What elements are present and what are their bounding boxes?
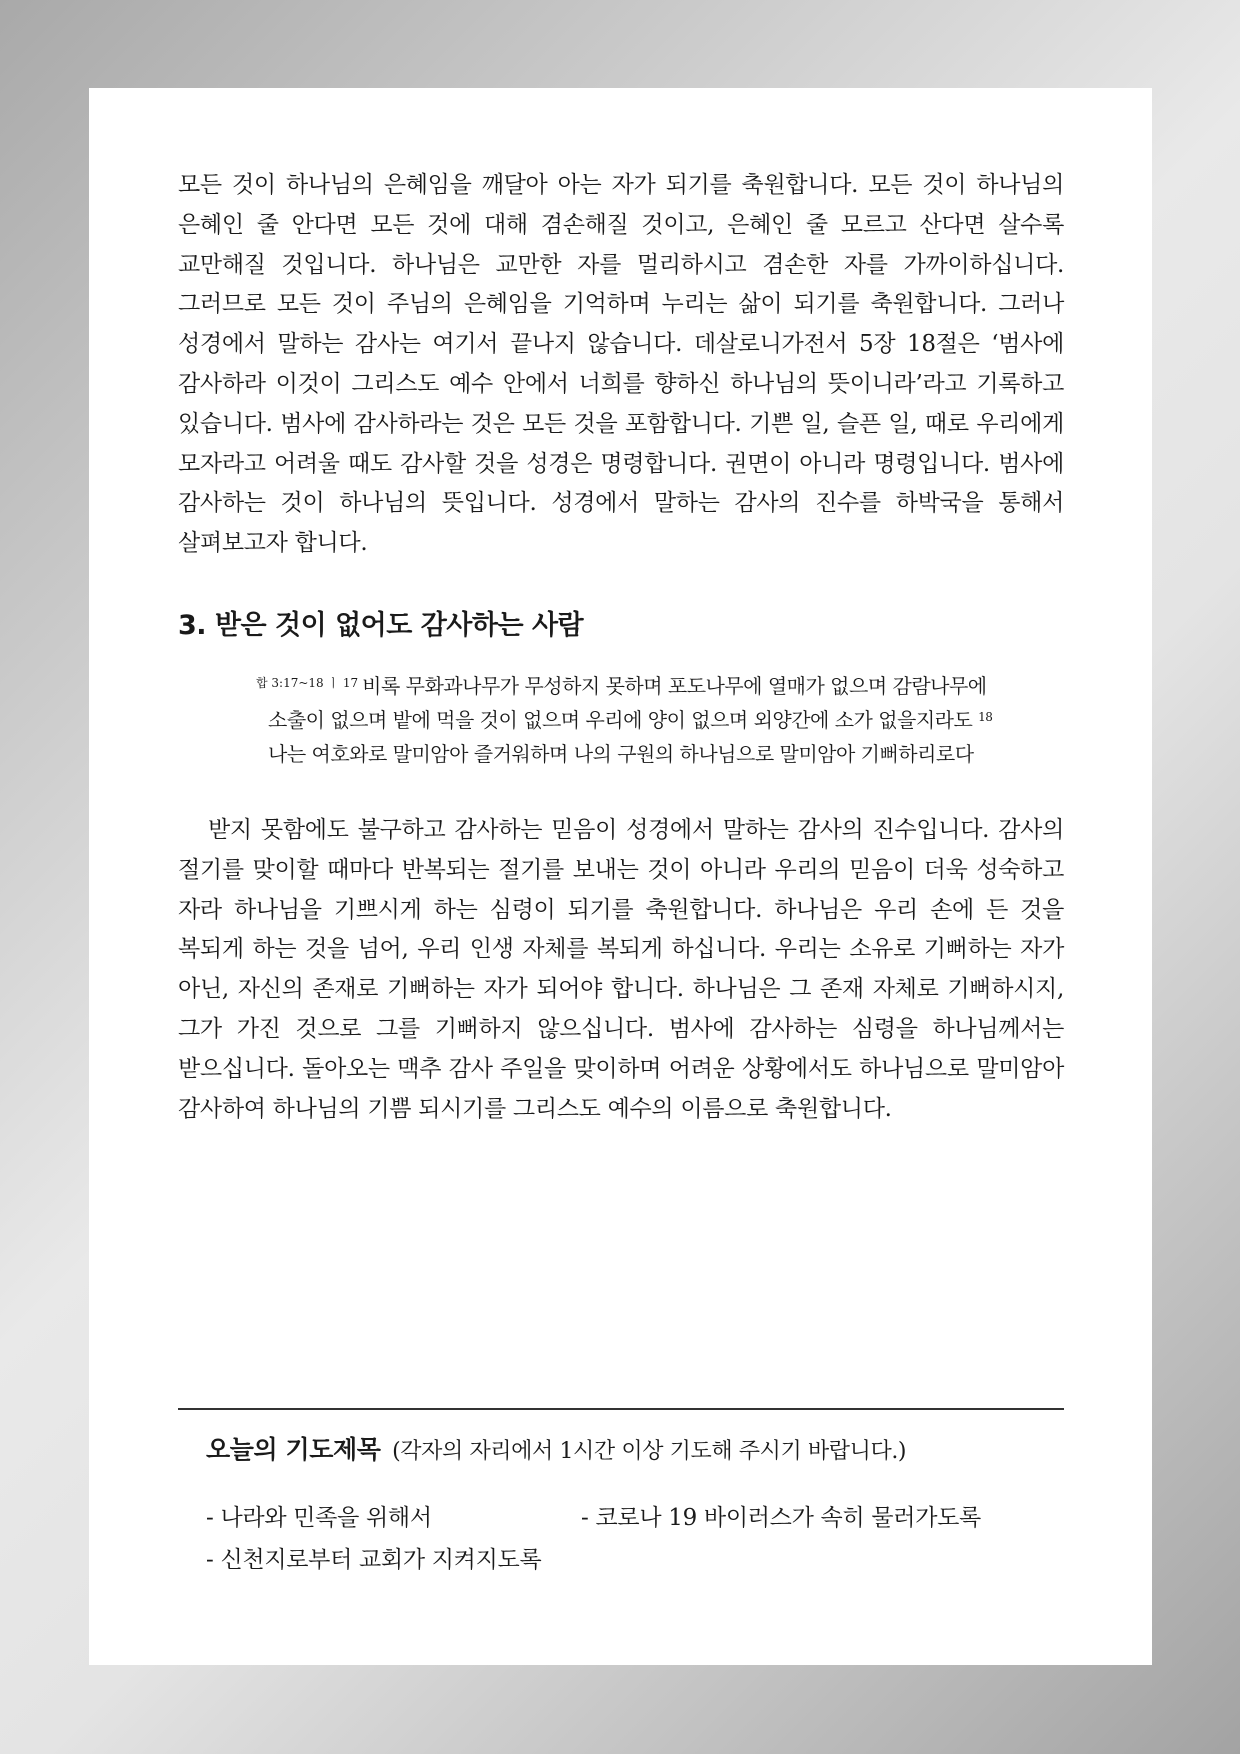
prayer-title-label: 오늘의 기도제목 (206, 1435, 381, 1464)
prayer-item: - 코로나 19 바이러스가 속히 물러가도록 (581, 1505, 981, 1531)
document-page (89, 88, 1152, 1665)
scripture-verse-17: 비록 무화과나무가 무성하지 못하며 포도나무에 열매가 없으며 감람나무에 소출이 없으며 밭에 먹을 것이 없으며 우리에 양이 없으며 외양간에 소가 없을지라도 (268, 673, 987, 732)
scripture-reference: 합 3:17~18 ㅣ 17 (256, 675, 359, 690)
prayer-list (206, 1498, 1064, 1580)
scripture-quote (256, 666, 998, 771)
prayer-section (178, 1408, 1064, 1580)
verse-18-number: 18 (978, 709, 993, 724)
prayer-item: - 나라와 민족을 위해서 (206, 1505, 432, 1531)
main-content (178, 166, 1064, 1129)
closing-paragraph: 받지 못함에도 불구하고 감사하는 믿음이 성경에서 말하는 감사의 진수입니다. 감사의 절기를 맞이할 때마다 반복되는 절기를 보내는 것이 아니라 우리의 믿음이 더욱 성숙하고 자라 하나님을 기쁘시게 하는 심령이 되기를 축원합니다. 하나님은 우리 손에 든 것을 복되게 하는 것을 넘어, 우리 인생 자체를 복되게 하십니다. 우리는 소유로 기뻐하는 자가 아닌, 자신의 존재로 기뻐하는 자가 되어야 합니다. 하나님은 그 존재 자체로 기뻐하시지, 그가 가진 것으로 그를 기뻐하지 않으십니다. 범사에 감사하는 심령을 하나님께서는 받으십니다. 돌아오는 맥추 감사 주일을 맞이하며 어려운 상황에서도 하나님으로 말미암아 감사하여 하나님의 기쁨 되시기를 그리스도 예수의 이름으로 축원합니다. (178, 816, 1064, 1122)
intro-paragraph: 모든 것이 하나님의 은혜임을 깨달아 아는 자가 되기를 축원합니다. 모든 것이 하나님의 은혜인 줄 안다면 모든 것에 대해 겸손해질 것이고, 은혜인 줄 모르고 산다면 살수록 교만해질 것입니다. 하나님은 교만한 자를 멀리하시고 겸손한 자를 가까이하십니다. 그러므로 모든 것이 주님의 은혜임을 기억하며 누리는 삶이 되기를 축원합니다. 그러나 성경에서 말하는 감사는 여기서 끝나지 않습니다. 데살로니가전서 5장 18절은 ‘범사에 감사하라 이것이 그리스도 예수 안에서 너희를 향하신 하나님의 뜻이니라’라고 기록하고 있습니다. 범사에 감사하라는 것은 모든 것을 포함합니다. 기쁜 일, 슬픈 일, 때로 우리에게 모자라고 어려울 때도 감사할 것을 성경은 명령합니다. 권면이 아니라 명령입니다. 범사에 감사하는 것이 하나님의 뜻입니다. 성경에서 말하는 감사의 진수를 하박국을 통해서 살펴보고자 합니다. (178, 172, 1064, 557)
prayer-title-note: (각자의 자리에서 1시간 이상 기도해 주시기 바랍니다.) (392, 1439, 907, 1464)
prayer-item: - 신천지로부터 교회가 지켜지도록 (206, 1547, 542, 1573)
section-heading: 3. 받은 것이 없어도 감사하는 사람 (178, 609, 584, 641)
scripture-verse-18: 나는 여호와로 말미암아 즐거워하며 나의 구원의 하나님으로 말미암아 기뻐하리로다 (268, 741, 974, 766)
prayer-title (206, 1430, 1064, 1472)
